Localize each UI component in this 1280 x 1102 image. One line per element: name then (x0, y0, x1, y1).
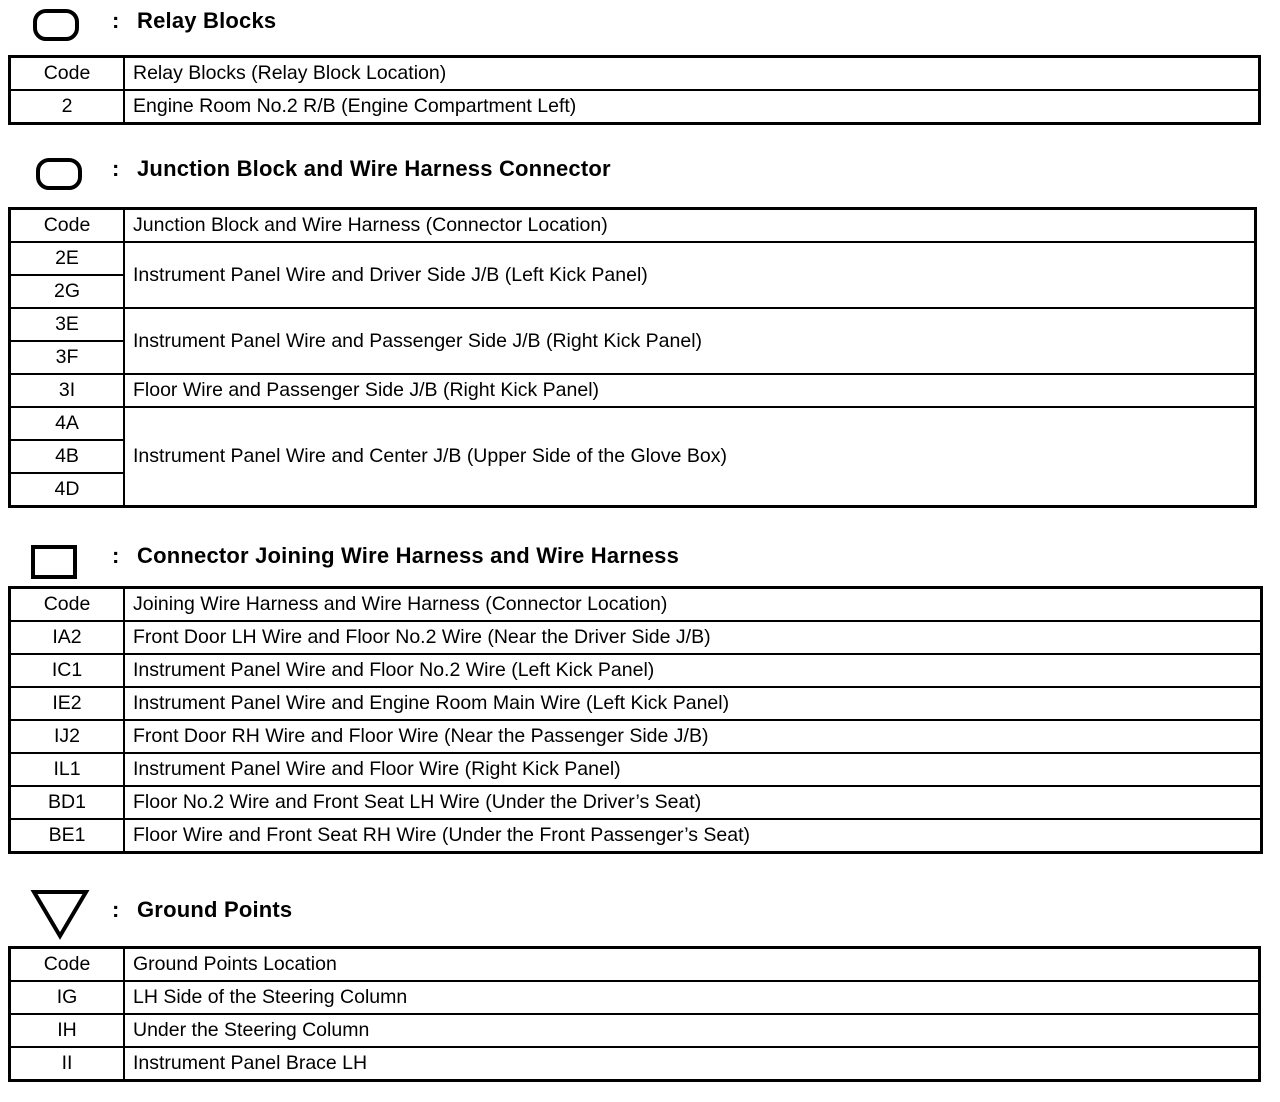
row-code: 2E (10, 242, 125, 275)
table-row (10, 687, 1262, 720)
row-desc: Floor No.2 Wire and Front Seat LH Wire (Under the Driver’s Seat) (124, 786, 1262, 819)
table-row (10, 374, 1256, 407)
junction-block-heading (0, 150, 1280, 190)
table-row (10, 1014, 1260, 1047)
row-code: IG (10, 981, 125, 1014)
row-code: IE2 (10, 687, 125, 720)
row-desc: Instrument Panel Wire and Driver Side J/B (Left Kick Panel) (124, 242, 1256, 308)
table-row (10, 753, 1262, 786)
table-row (10, 654, 1262, 687)
table-row (10, 786, 1262, 819)
row-desc: Instrument Panel Wire and Passenger Side J/B (Right Kick Panel) (124, 308, 1256, 374)
table-row (10, 621, 1262, 654)
row-code: BD1 (10, 786, 125, 819)
row-code: IA2 (10, 621, 125, 654)
table-row (10, 308, 1256, 341)
table-row (10, 1047, 1260, 1081)
heading-colon: : (112, 543, 120, 568)
table-header-row (10, 57, 1260, 91)
row-code: II (10, 1047, 125, 1081)
section-title: Relay Blocks (137, 8, 277, 33)
heading-colon: : (112, 156, 120, 181)
table-row (10, 981, 1260, 1014)
table-row (10, 242, 1256, 275)
row-desc: Instrument Panel Wire and Floor No.2 Wire (Left Kick Panel) (124, 654, 1262, 687)
row-desc: Engine Room No.2 R/B (Engine Compartment Left) (124, 90, 1260, 124)
ground-points-table (8, 946, 1261, 1082)
relay-blocks-heading (0, 0, 1280, 40)
table-header-row (10, 948, 1260, 982)
row-code: 4B (10, 440, 125, 473)
rectangle-icon (31, 545, 77, 579)
triangle-down-icon (30, 888, 90, 940)
heading-colon: : (112, 8, 120, 33)
row-code: IH (10, 1014, 125, 1047)
row-desc: Under the Steering Column (124, 1014, 1260, 1047)
header-code: Code (10, 57, 125, 91)
rounded-rectangle-icon (33, 9, 79, 41)
header-desc: Relay Blocks (Relay Block Location) (124, 57, 1260, 91)
row-code: 3E (10, 308, 125, 341)
row-desc: Instrument Panel Brace LH (124, 1047, 1260, 1081)
connector-table (8, 586, 1263, 854)
table-row (10, 720, 1262, 753)
rounded-rectangle-icon (36, 158, 82, 190)
header-desc: Ground Points Location (124, 948, 1260, 982)
row-code: 2 (10, 90, 125, 124)
table-row (10, 90, 1260, 124)
row-code: IJ2 (10, 720, 125, 753)
row-code: 3F (10, 341, 125, 374)
row-desc: Instrument Panel Wire and Floor Wire (Right Kick Panel) (124, 753, 1262, 786)
row-desc: Front Door RH Wire and Floor Wire (Near the Passenger Side J/B) (124, 720, 1262, 753)
section-title: Ground Points (137, 897, 293, 922)
row-desc: LH Side of the Steering Column (124, 981, 1260, 1014)
header-code: Code (10, 588, 125, 622)
connector-heading (0, 538, 1280, 578)
ground-points-heading (0, 886, 1280, 926)
heading-colon: : (112, 897, 120, 922)
header-desc: Junction Block and Wire Harness (Connector Location) (124, 209, 1256, 243)
row-code: IL1 (10, 753, 125, 786)
row-code: 4A (10, 407, 125, 440)
header-code: Code (10, 948, 125, 982)
section-title: Junction Block and Wire Harness Connector (137, 156, 611, 181)
row-code: 2G (10, 275, 125, 308)
row-code: 4D (10, 473, 125, 507)
table-header-row (10, 209, 1256, 243)
table-row (10, 819, 1262, 853)
header-desc: Joining Wire Harness and Wire Harness (Connector Location) (124, 588, 1262, 622)
row-desc: Instrument Panel Wire and Center J/B (Upper Side of the Glove Box) (124, 407, 1256, 507)
row-desc: Instrument Panel Wire and Engine Room Main Wire (Left Kick Panel) (124, 687, 1262, 720)
table-row (10, 407, 1256, 440)
row-code: BE1 (10, 819, 125, 853)
row-desc: Floor Wire and Front Seat RH Wire (Under the Front Passenger’s Seat) (124, 819, 1262, 853)
row-desc: Front Door LH Wire and Floor No.2 Wire (Near the Driver Side J/B) (124, 621, 1262, 654)
table-header-row (10, 588, 1262, 622)
header-code: Code (10, 209, 125, 243)
row-code: IC1 (10, 654, 125, 687)
section-title: Connector Joining Wire Harness and Wire Harness (137, 543, 680, 568)
relay-blocks-table (8, 55, 1261, 125)
row-desc: Floor Wire and Passenger Side J/B (Right Kick Panel) (124, 374, 1256, 407)
junction-block-table (8, 207, 1257, 508)
row-code: 3I (10, 374, 125, 407)
